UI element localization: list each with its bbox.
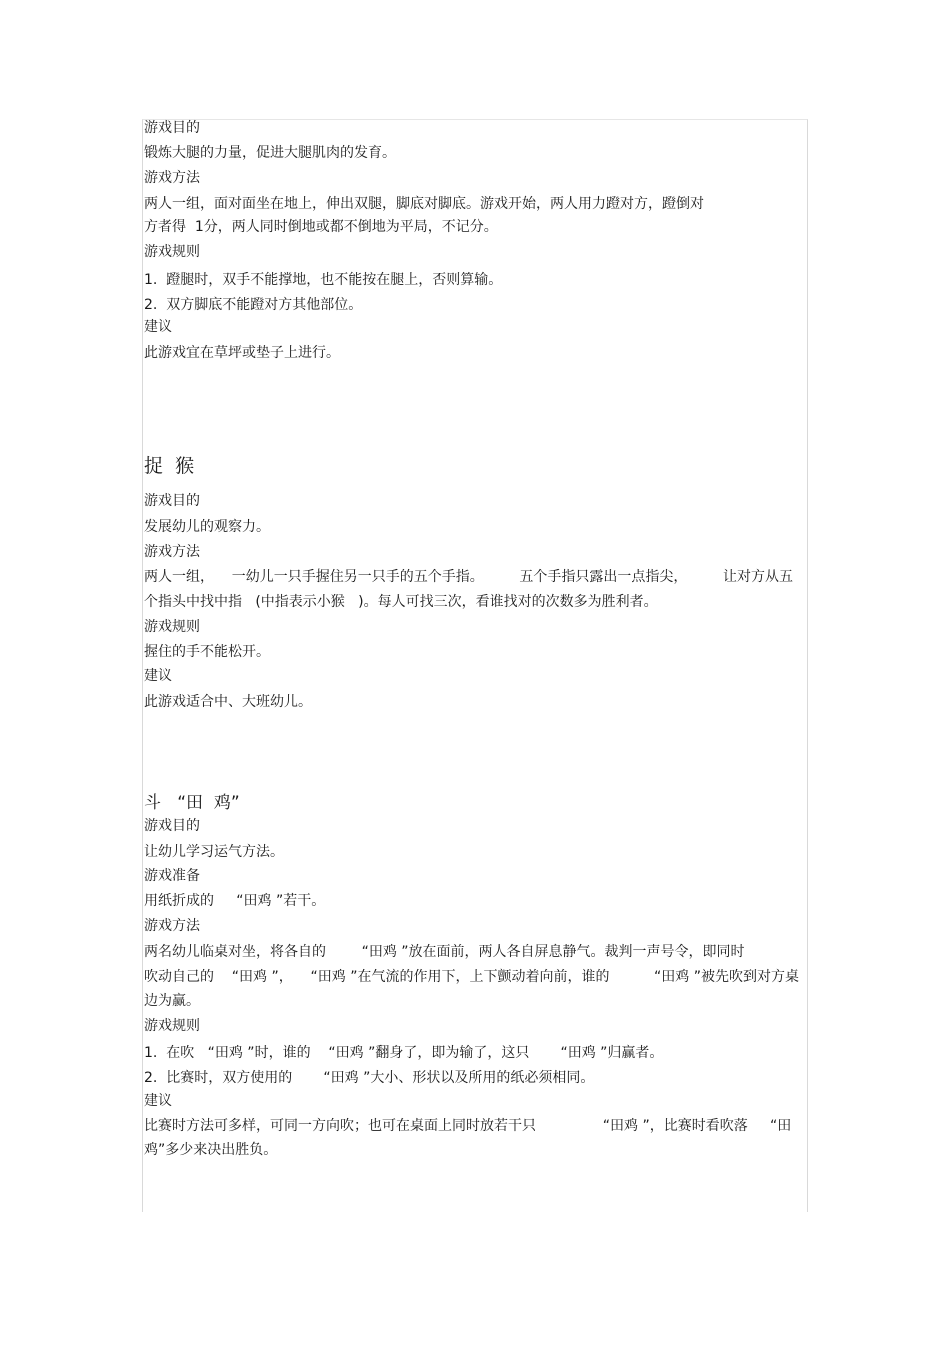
section2-purpose-text: 发展幼儿的观察力。 <box>144 519 270 535</box>
section2-rules-label: 游戏规则 <box>144 619 200 635</box>
section2-advice-text: 此游戏适合中、大班幼儿。 <box>144 694 312 710</box>
section2-title: 捉 猴 <box>144 455 195 477</box>
section3-prep-label: 游戏准备 <box>144 868 200 884</box>
section3-advice-line: 鸡”多少来决出胜负。 <box>144 1142 278 1158</box>
section3-method-line: 吹动自己的 “田鸡 ”， “田鸡 ”在气流的作用下，上下颤动着向前，谁的 “田鸡 ”被先吹到对方桌 <box>144 969 799 985</box>
section2-rule-item: 握住的手不能松开。 <box>144 644 270 660</box>
section3-advice-line: 比赛时方法可多样，可同一方向吹；也可在桌面上同时放若干只 “田鸡 ”，比赛时看吹落 “田 <box>144 1118 792 1134</box>
section1-rules-label: 游戏规则 <box>144 244 200 260</box>
section1-method-line: 两人一组，面对面坐在地上，伸出双腿，脚底对脚底。游戏开始，两人用力蹬对方，蹬倒对 <box>144 196 704 212</box>
section3-method-line: 两名幼儿临桌对坐，将各自的 “田鸡 ”放在面前，两人各自屏息静气。裁判一声号令，即同时 <box>144 944 745 960</box>
section2-method-line: 个指头中找中指 (中指表示小猴 )。每人可找三次，看谁找对的次数多为胜利者。 <box>144 594 658 610</box>
section2-advice-label: 建议 <box>144 668 172 684</box>
section3-title: 斗 “田 鸡” <box>144 793 240 813</box>
section1-advice-label: 建议 <box>144 319 172 335</box>
section1-rule-item: 2. 双方脚底不能蹬对方其他部位。 <box>144 297 363 313</box>
section3-advice-label: 建议 <box>144 1093 172 1109</box>
section1-advice-text: 此游戏宜在草坪或垫子上进行。 <box>144 345 340 361</box>
section3-prep-text: 用纸折成的 “田鸡 ”若干。 <box>144 893 326 909</box>
section1-purpose-label: 游戏目的 <box>144 120 200 136</box>
section1-method-line: 方者得 1分，两人同时倒地或都不倒地为平局，不记分。 <box>144 219 498 235</box>
section3-rule-item: 2. 比赛时，双方使用的 “田鸡 ”大小、形状以及所用的纸必须相同。 <box>144 1070 595 1086</box>
section3-rules-label: 游戏规则 <box>144 1018 200 1034</box>
section2-purpose-label: 游戏目的 <box>144 493 200 509</box>
section3-method-line: 边为赢。 <box>144 993 200 1009</box>
section3-purpose-label: 游戏目的 <box>144 818 200 834</box>
section3-rule-item: 1. 在吹 “田鸡 ”时，谁的 “田鸡 ”翻身了，即为输了，这只 “田鸡 ”归赢者。 <box>144 1045 664 1061</box>
section1-method-label: 游戏方法 <box>144 170 200 186</box>
section2-method-label: 游戏方法 <box>144 544 200 560</box>
section1-rule-item: 1. 蹬腿时，双手不能撑地，也不能按在腿上，否则算输。 <box>144 272 503 288</box>
section3-purpose-text: 让幼儿学习运气方法。 <box>144 844 284 860</box>
section2-method-line: 两人一组， 一幼儿一只手握住另一只手的五个手指。 五个手指只露出一点指尖， 让对方从五 <box>144 569 794 585</box>
section1-purpose-text: 锻炼大腿的力量，促进大腿肌肉的发育。 <box>144 145 396 161</box>
section3-method-label: 游戏方法 <box>144 918 200 934</box>
